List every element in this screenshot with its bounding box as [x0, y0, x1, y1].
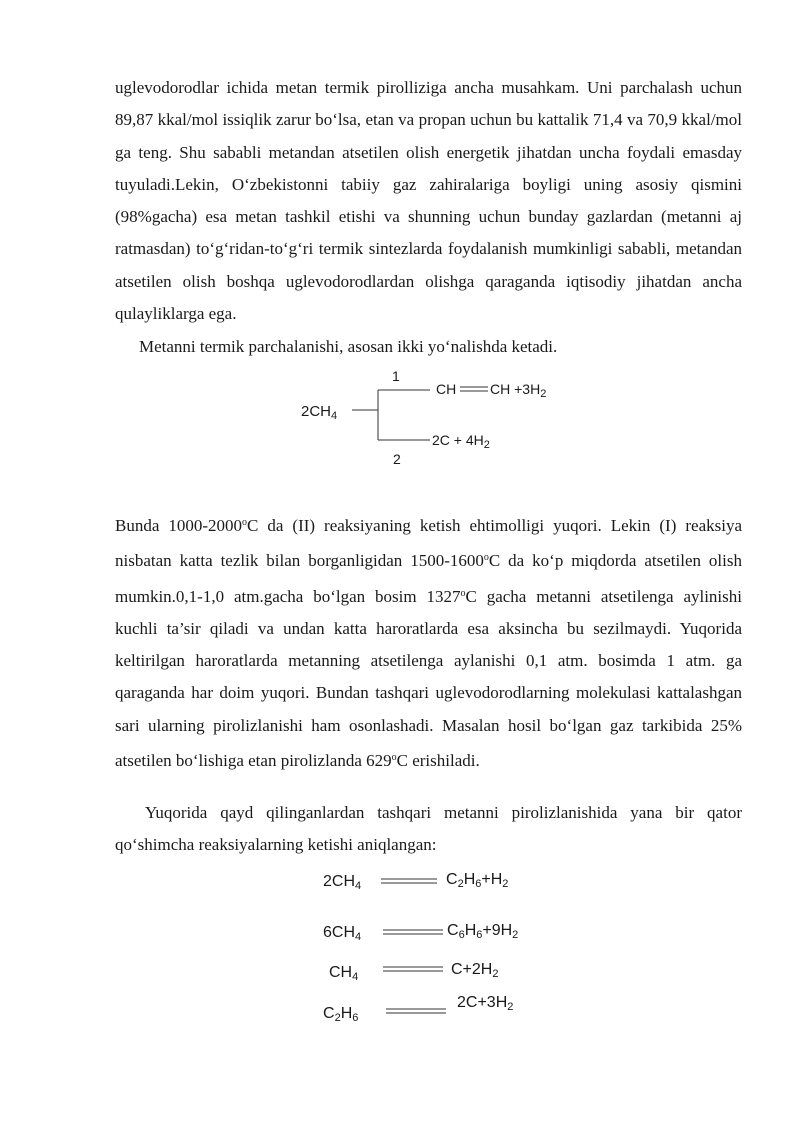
reaction-2-rhs: $C_6H_6+9H_2$ — [447, 922, 519, 941]
reaction-4-rhs: $2C+3H_2$ — [457, 994, 514, 1013]
branch-1-product-rest: CH $+3H_2$ — [490, 381, 547, 400]
branch-2-label: 2 — [393, 451, 401, 467]
paragraph-intro: uglevodorodlar ichida metan termik pirolliziga ancha musahkam. Uni parchalash uchun 89,87 kkal/mol issiqlik zarur bo‘lsa, etan va propan uchun bu kattalik 71,4 va 70,9 kkal/mol ga teng. Shu sababli metandan atsetilen olish energetik jihatdan uncha foydali emasday tuyuladi.Lekin, O‘zbekistonni tabiiy gaz zahiralariga boyligi uning asosiy qismini (98%gacha) esa metan tashkil etishi va shunning uchun bunday gazlardan (metanni aj ratmasdan) to‘g‘ridan-to‘g‘ri termik sintezlarda foydalanish mumkinligi sababli, metandan atsetilen olish boshqa uglevodorodlardan olishga qaraganda iqtisodiy jihatdan ancha qulayliklarga ega. — [115, 78, 742, 324]
paragraph-temperature-conditions: Bunda 1000-2000$^o$C da (II) reaksiyaning ketish ehtimolligi yuqori. Lekin (I) reaksiya nisbatan katta tezlik bilan borganligidan 1500-1600$^o$C da ko‘p miqdorda atsetilen olish mumkin.0,1-1,0 atm.gacha bo‘lgan bosim 1327$^o$C gacha metanni atsetilenga aylinishi kuchli ta’sir qiladi va undan katta haroratlarda esa aksincha bu sezilmaydi. Yuqorida keltirilgan haroratlarda metanning atsetilenga aylanishi 0,1 atm. bosimda 1 atm. ga qaraganda har doim yuqori. Bundan tashqari uglevodorodlarning molekulasi kattalashgan sari ularning pirolizlanishi ham osonlashadi. Masalan hosil bo‘lgan gaz tarkibida 25% atsetilen bo‘lishiga etan pirolizlanda 629$^o$C erishiladi. — [115, 516, 743, 771]
reaction-2-lhs: $6CH_4$ — [323, 924, 362, 943]
branch-1-label: 1 — [392, 368, 400, 384]
paragraph-decomposition-lead: Metanni termik parchalanishi, asosan ikki yo‘nalishda ketadi. — [139, 337, 558, 356]
reaction-1-rhs: $C_2H_6+H_2$ — [446, 871, 509, 890]
scheme-reactant: $2CH_4$ — [301, 403, 338, 422]
reaction-3-lhs: $CH_4$ — [329, 964, 359, 983]
branch-2-product: $2C + 4H_2$ — [432, 432, 490, 451]
paragraph-side-reactions: Yuqorida qayd qilinganlardan tashqari metanni pirolizlanishida yana bir qator qo‘shimcha reaksiyalarning ketishi aniqlangan: — [115, 803, 742, 855]
reaction-4-lhs: $C_2H_6$ — [323, 1005, 359, 1024]
reaction-3-rhs: $C+2H_2$ — [451, 961, 499, 980]
branch-1-product-ch: CH — [436, 381, 457, 397]
reaction-1-lhs: $2CH_4$ — [323, 873, 362, 892]
